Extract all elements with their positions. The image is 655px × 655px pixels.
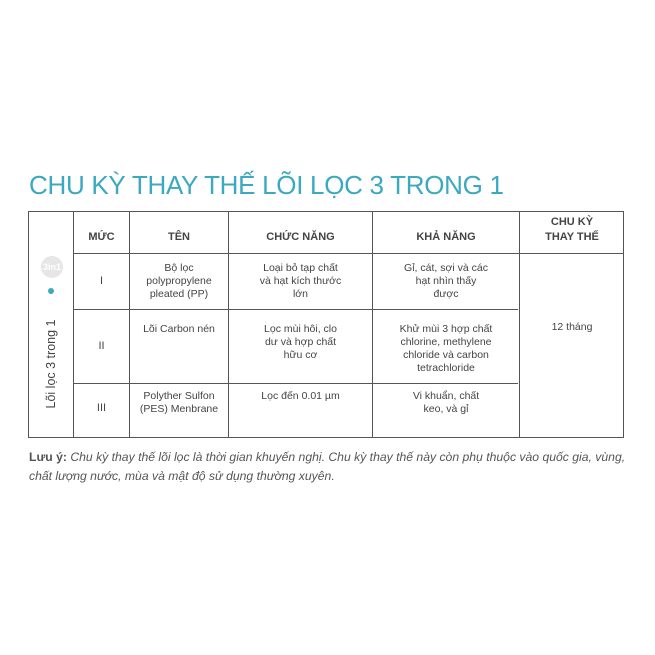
- product-side-label: [29, 212, 73, 437]
- header-cycle-line1: CHU KỲ: [550, 216, 594, 228]
- row1-function-line: và hạt kích thước: [259, 275, 342, 287]
- footnote-text: Chu kỳ thay thế lõi lọc là thời gian khuyến nghị. Chu kỳ thay thế này còn phụ thuộc vào quốc gia, vùng, chất lượng nước, mùa và mật độ sử dụng thường xuyên.: [29, 450, 626, 483]
- row2-function-line: Lọc mùi hôi, clo: [264, 323, 337, 335]
- row1-name-line: Bộ lọc: [164, 262, 194, 274]
- accent-dot: [48, 288, 54, 294]
- header-cycle-line2: THAY THẾ: [545, 231, 599, 243]
- row2-function-line: dư và hợp chất: [264, 336, 337, 348]
- replacement-cycle-value: 12 tháng: [551, 321, 593, 333]
- row2-ability-line: Khử mùi 3 hợp chất: [399, 323, 493, 335]
- header-level: MỨC: [88, 231, 115, 243]
- row2-ability-line: chloride và carbon: [403, 349, 489, 361]
- row-divider: [73, 253, 623, 254]
- row2-ability-line: chlorine, methylene: [400, 336, 492, 348]
- row1-level: I: [99, 275, 104, 287]
- row1-name-line: polypropylene: [146, 275, 212, 287]
- header-cycle: [520, 215, 624, 245]
- row3-name-line: (PES) Menbrane: [139, 403, 219, 415]
- header-ability: KHẢ NĂNG: [416, 231, 476, 243]
- row1-function-line: Loại bỏ tạp chất: [263, 262, 338, 274]
- row3-function: [229, 390, 372, 403]
- row1-ability-line: được: [433, 288, 459, 300]
- row3-function-line: Lọc đến 0.01 µm: [261, 390, 340, 402]
- side-label-text: Lõi lọc 3 trong 1: [44, 319, 58, 409]
- row2-name-line: Lõi Carbon nén: [143, 323, 215, 335]
- row3-ability-line: keo, và gỉ: [423, 403, 469, 415]
- page-title: CHU KỲ THAY THẾ LÕI LỌC 3 TRONG 1: [29, 170, 504, 200]
- row3-ability-line: Vi khuẩn, chất: [412, 390, 480, 402]
- row1-ability-line: Gỉ, cát, sợi và các: [404, 262, 488, 274]
- row2-name: [130, 323, 228, 336]
- row2-ability: [373, 323, 519, 375]
- header-name: TÊN: [168, 231, 190, 243]
- row2-function-line: hữu cơ: [283, 349, 318, 361]
- row1-name-line: pleated (PP): [149, 288, 209, 300]
- footnote-label: Lưu ý:: [29, 450, 67, 464]
- row1-name: [130, 262, 228, 301]
- row-divider: [73, 383, 518, 384]
- row2-ability-line: tetrachloride: [417, 362, 475, 374]
- row1-function-line: lớn: [292, 288, 309, 300]
- footnote: [29, 448, 629, 486]
- filter-replacement-table: [28, 211, 624, 438]
- 3in1-badge: 3in1: [41, 256, 63, 278]
- row1-function: [229, 262, 372, 301]
- row3-name: [130, 390, 228, 416]
- header-function: CHỨC NĂNG: [266, 231, 335, 243]
- row3-name-line: Polyther Sulfon: [143, 390, 215, 402]
- row3-level: III: [96, 402, 107, 414]
- row3-ability: [373, 390, 519, 416]
- row1-ability-line: hạt nhìn thấy: [415, 275, 477, 287]
- row2-level: II: [98, 340, 105, 352]
- row-divider: [73, 309, 518, 310]
- row2-function: [229, 323, 372, 362]
- row1-ability: [373, 262, 519, 301]
